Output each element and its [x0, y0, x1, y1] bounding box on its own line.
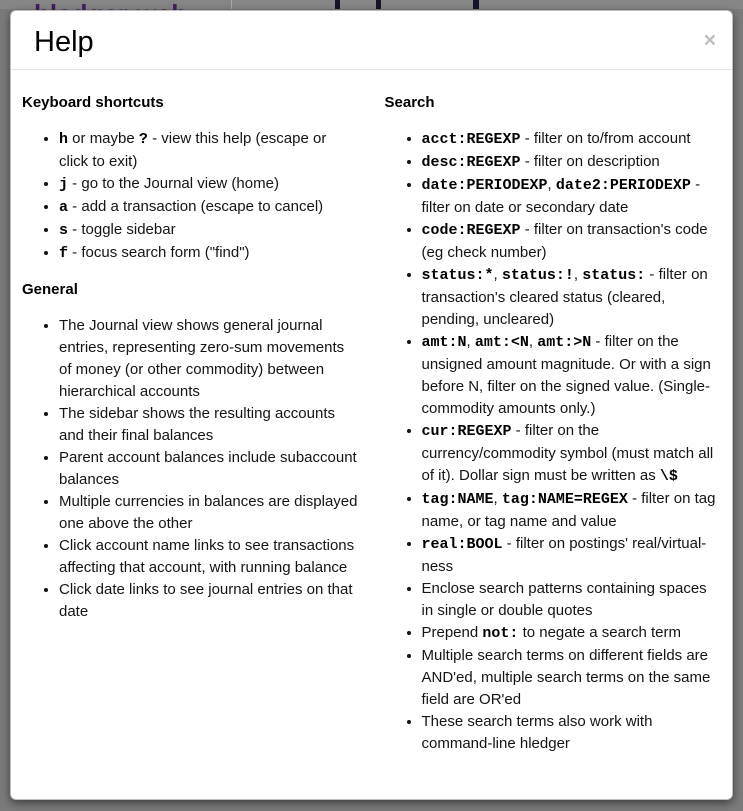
code-term: tag:NAME=REGEX — [501, 491, 628, 508]
close-icon[interactable]: × — [703, 29, 716, 52]
code-term: status: — [582, 267, 646, 284]
list-item: • s - toggle sidebar — [59, 219, 358, 242]
list-item: • Multiple currencies in balances are displayed one above the other — [59, 491, 358, 535]
code-term: date:PERIODEXP — [421, 177, 548, 194]
list-item: • amt:N, amt:<N, amt:>N - filter on the unsigned amount magnitude. Or with a sign before N, filter on the signed value. (Single-commodity amounts only.) — [422, 331, 719, 420]
code-term: acct:REGEXP — [421, 131, 521, 148]
list-item: • Click account name links to see transactions affecting that account, with running balance — [59, 535, 358, 579]
list-item: • desc:REGEXP - filter on description — [422, 151, 719, 174]
list-item: • acct:REGEXP - filter on to/from account — [422, 128, 719, 151]
code-term: desc:REGEXP — [421, 154, 521, 171]
code-term: code:REGEXP — [421, 222, 521, 239]
list-item: • tag:NAME, tag:NAME=REGEX - filter on tag name, or tag name and value — [422, 488, 719, 533]
list-item: • These search terms also work with command-line hledger — [422, 711, 719, 755]
code-term: real:BOOL — [421, 536, 503, 553]
code-term: f — [59, 245, 69, 262]
section-heading: Keyboard shortcuts — [22, 94, 164, 111]
list-item: • Multiple search terms on different fields are AND'ed, multiple search terms on the same field are OR'ed — [422, 645, 719, 711]
code-term: date2:PERIODEXP — [555, 177, 691, 194]
code-term: a — [59, 199, 69, 216]
help-modal — [10, 10, 733, 800]
code-term: not: — [482, 625, 519, 642]
bullet-list — [385, 128, 719, 755]
list-item: • Parent account balances include subaccount balances — [59, 447, 358, 491]
code-term: amt:<N — [474, 334, 529, 351]
list-item: • The sidebar shows the resulting accounts and their final balances — [59, 403, 358, 447]
code-term: s — [59, 222, 69, 239]
list-item: • a - add a transaction (escape to cancel) — [59, 196, 358, 219]
bullet-list — [22, 128, 358, 265]
list-item: • f - focus search form ("find") — [59, 242, 358, 265]
code-term: j — [59, 176, 69, 193]
code-term: ? — [138, 131, 148, 148]
code-term: status:* — [421, 267, 494, 284]
section-heading: Search — [384, 94, 435, 111]
code-term: tag:NAME — [421, 491, 494, 508]
modal-header — [11, 11, 732, 70]
modal-body — [11, 70, 732, 765]
list-item: • j - go to the Journal view (home) — [59, 173, 358, 196]
code-term: status:! — [501, 267, 574, 284]
code-term: amt:>N — [537, 334, 592, 351]
list-item: • cur:REGEXP - filter on the currency/commodity symbol (must match all of it). Dollar sign must be written as \$ — [422, 420, 719, 488]
list-item: • status:*, status:!, status: - filter on transaction's cleared status (cleared, pending, uncleared) — [422, 264, 719, 331]
list-item: • date:PERIODEXP, date2:PERIODEXP - filter on date or secondary date — [422, 174, 719, 219]
help-column-left — [11, 92, 372, 765]
code-term: h — [59, 131, 69, 148]
list-item: • Click date links to see journal entries on that date — [59, 579, 358, 623]
list-item: • The Journal view shows general journal entries, representing zero-sum movements of money (or other commodity) between hierarchical accounts — [59, 315, 358, 403]
modal-title: Help — [34, 26, 94, 58]
list-item: • real:BOOL - filter on postings' real/virtual-ness — [422, 533, 719, 578]
bullet-list — [22, 315, 358, 623]
help-column-right — [372, 92, 733, 765]
list-item: • h or maybe ? - view this help (escape or click to exit) — [59, 128, 358, 173]
list-item: • code:REGEXP - filter on transaction's code (eg check number) — [422, 219, 719, 264]
section-heading: General — [22, 281, 78, 298]
list-item: • Prepend not: to negate a search term — [422, 622, 719, 645]
code-term: \$ — [659, 468, 678, 485]
list-item: • Enclose search patterns containing spaces in single or double quotes — [422, 578, 719, 622]
code-term: cur:REGEXP — [421, 423, 512, 440]
code-term: amt:N — [421, 334, 467, 351]
